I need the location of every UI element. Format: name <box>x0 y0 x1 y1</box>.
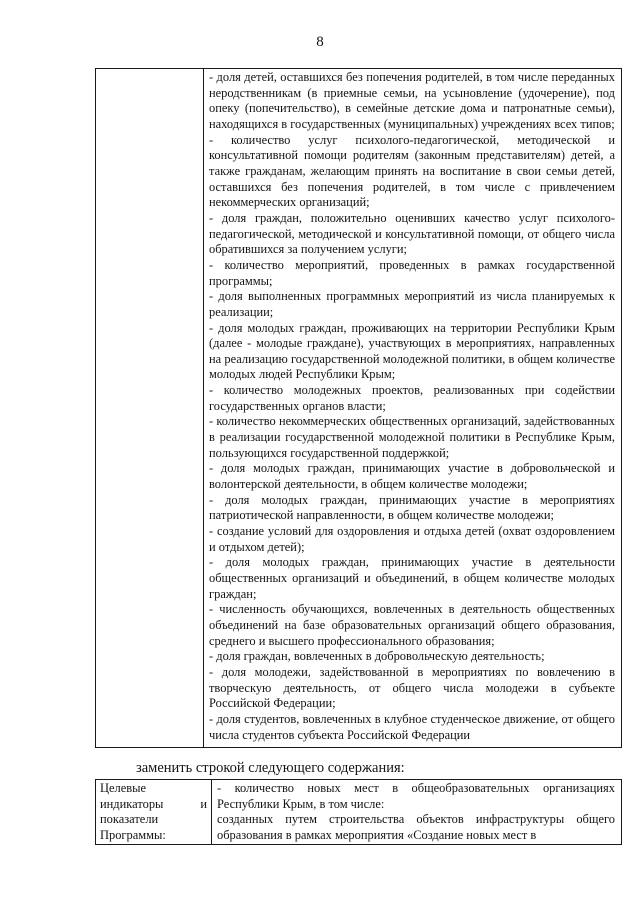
label-cell <box>96 780 212 845</box>
list-item: - доля выполненных программных мероприятий из числа планируемых к реализации; <box>209 289 615 319</box>
list-item: - количество некоммерческих общественных организаций, задействованных в реализации государственной молодежной политики в Республике Крым, пользующихся государственной поддержкой; <box>209 414 615 460</box>
label-line: показатели <box>100 812 159 827</box>
list-item: - доля молодых граждан, проживающих на территории Республики Крым (далее - молодые граждане), участвующих в мероприятиях, направленных на реализацию государственной молодежной политики, в общем количестве молодых людей Республики Крым; <box>209 320 615 382</box>
list-item: - количество услуг психолого-педагогической, методической и консультативной помощи родителям (законным представителям) детей, а также гражданам, желающим принять на воспитание в свои семьи детей, оставшихся без попечения родителей, в том числе с привлечением некоммерческих организаций; <box>209 132 615 210</box>
label-line: Программы: <box>100 827 166 842</box>
table-row <box>96 780 622 845</box>
list-item: - доля граждан, вовлеченных в добровольческую деятельность; <box>209 649 545 664</box>
indicators-cell <box>204 69 622 748</box>
label-line: индикаторы и <box>100 796 207 811</box>
list-item: - количество мероприятий, проведенных в рамках государственной программы; <box>209 257 615 288</box>
list-item: - доля студентов, вовлеченных в клубное студенческое движение, от общего числа студентов субъекта Российской Федерации <box>209 711 615 742</box>
list-item: - доля молодежи, задействованной в мероприятиях по вовлечению в творческую деятельность, от общего числа молодежи в субъекте Российской Федерации; <box>209 664 615 711</box>
label-line: Целевые <box>100 781 146 795</box>
list-item: - доля молодых граждан, принимающих участие в деятельности общественных организаций и объединений, в общем количестве молодых граждан; <box>209 555 615 601</box>
list-item: созданных путем строительства объектов инфраструктуры общего образования в рамках мероприятия «Создание новых мест в <box>217 812 615 842</box>
indicators-table-old <box>95 68 622 748</box>
list-item: - количество новых мест в общеобразовательных организациях Республики Крым, в том числе: <box>217 781 615 811</box>
list-item: - доля молодых граждан, принимающих участие в добровольческой и волонтерской деятельности, в общем количестве молодежи; <box>209 461 615 492</box>
page-number: 8 <box>316 34 324 50</box>
label-cell-empty <box>96 69 204 748</box>
indicators-cell <box>212 780 622 845</box>
list-item: - доля граждан, положительно оценивших качество услуг психолого-педагогической, методической и консультативной помощи, от общего числа обратившихся за получением услуги; <box>209 210 615 257</box>
list-item: - доля молодых граждан, принимающих участие в мероприятиях патриотической направленности, в общем количестве молодежи; <box>209 492 615 523</box>
list-item: - численность обучающихся, вовлеченных в деятельность общественных объединений на базе образовательных организаций общего образования, среднего и высшего профессионального образования; <box>209 602 615 648</box>
list-item: - количество молодежных проектов, реализованных при содействии государственных органов власти; <box>209 383 615 413</box>
list-item: - создание условий для оздоровления и отдыха детей (охват оздоровлением и отдыхом детей); <box>209 524 615 554</box>
table-row <box>96 69 622 748</box>
indicators-table-new <box>95 779 622 845</box>
list-item: - доля детей, оставшихся без попечения родителей, в том числе переданных неродственникам (в приемные семьи, на усыновление (удочерение), под опеку (попечительство), в семейные детские дома и патронатные семьи), находящихся в государственных (муниципальных) учреждениях всех типов; <box>209 70 615 131</box>
replace-instruction: заменить строкой следующего содержания: <box>136 760 405 776</box>
